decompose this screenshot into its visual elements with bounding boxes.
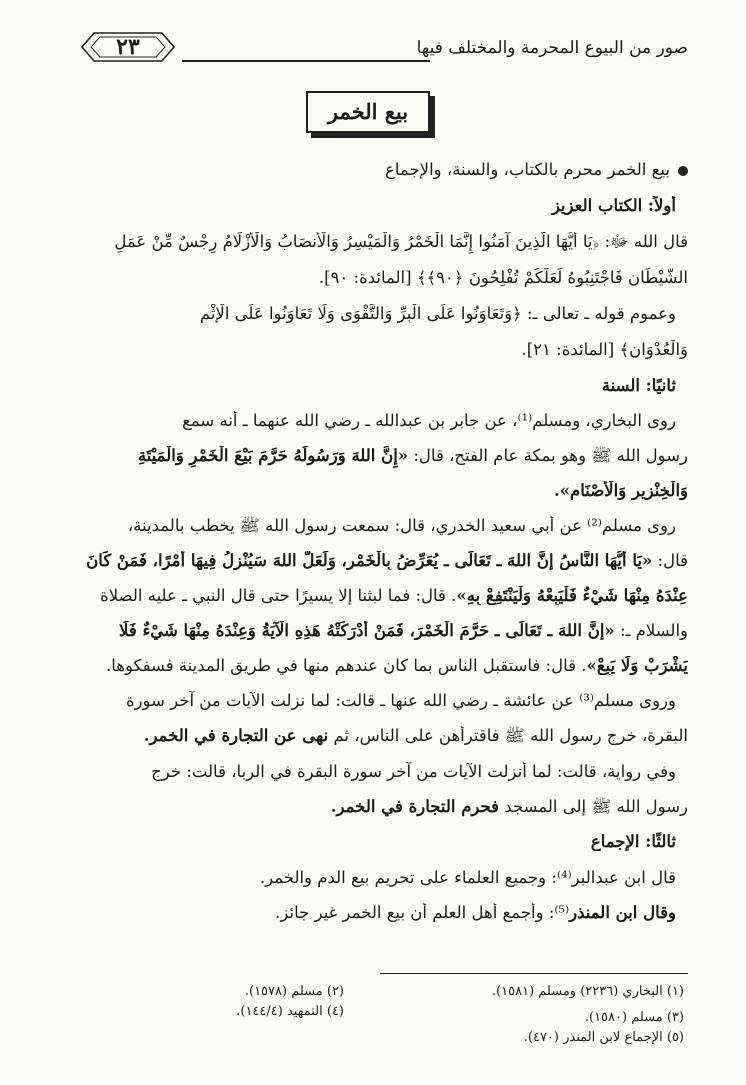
text-line: البقرة، خرج رسول الله ﷺ فاقترأهن على الناس، ثم نهى عن التجارة في الخمر. bbox=[143, 726, 688, 745]
subheading-sunnah: ثانيًا: السنة bbox=[601, 376, 676, 395]
footnote: (٢) مسلم (١٥٧٨). bbox=[244, 984, 344, 999]
text-line: قال الله ﷻ: ﴿يَا أَيُّهَا الَّذِينَ آمَنُوا إِنَّمَا الْخَمْرُ وَالْمَيْسِرُ وَالْأَنصَابُ وَالْأَزْلَامُ رِجْسٌ مِّنْ عَمَلِ bbox=[114, 232, 688, 251]
footnote: (١) البخاري (٢٢٣٦) ومسلم (١٥٨١). bbox=[491, 984, 684, 999]
header-rule bbox=[182, 60, 430, 62]
text-line: والسلام ـ: «إِنَّ اللهَ ـ تَعَالَى ـ حَرَّمَ الْخَمْرَ، فَمَنْ أَدْرَكَتْهُ هَذِهِ الْآيَةُ وَعِنْدَهُ مِنْهَا شَيْءٌ فَلَا bbox=[118, 621, 688, 640]
text-line: روى مسلم⁽²⁾ عن أبي سعيد الخدري، قال: سمعت رسول الله ﷺ يخطب بالمدينة، bbox=[127, 516, 676, 535]
page-number: ٢٣ bbox=[116, 34, 140, 60]
page-number-frame bbox=[80, 30, 176, 64]
footnote-separator bbox=[380, 973, 688, 974]
text-line: وَالْعُدْوَانِ﴾ [المائدة: ٢١]. bbox=[521, 340, 688, 359]
text-line: وقال ابن المنذر⁽⁵⁾: وأجمع أهل العلم أن بيع الخمر غير جائز. bbox=[275, 903, 676, 922]
text-line: وفي رواية، قالت: لما أنزلت الآيات من آخر سورة البقرة في الربا، قالت: خرج bbox=[151, 762, 676, 781]
running-title: صور من البيوع المحرمة والمختلف فيها bbox=[416, 38, 688, 58]
intro-line: بيع الخمر محرم بالكتاب، والسنة، والإجماع bbox=[56, 160, 688, 179]
section-title: بيع الخمر bbox=[306, 91, 430, 133]
footnote: (٤) التمهيد (١٤٤/٤). bbox=[236, 1004, 344, 1019]
subheading-ijma: ثالثًا: الإجماع bbox=[590, 832, 676, 851]
footnote: (٣) مسلم (١٥٨٠). bbox=[584, 1010, 684, 1025]
subheading-quran: أولاً: الكتاب العزيز bbox=[551, 196, 676, 215]
text-line: قال: «يَا أَيُّهَا النَّاسُ إِنَّ اللهَ ـ تَعَالَى ـ يُعَرِّضُ بِالْخَمْرِ، وَلَعَلَّ اللهَ سَيُنْزِلُ فِيهَا أَمْرًا، فَمَنْ كَانَ bbox=[86, 551, 688, 570]
text-line: قال ابن عبدالبر⁽⁴⁾: وجميع العلماء على تحريم بيع الدم والخمر. bbox=[259, 868, 676, 887]
bullet-icon bbox=[678, 166, 688, 176]
text-line: وعموم قوله ـ تعالى ـ: ﴿وَتَعَاوَنُوا عَلَى الْبِرِّ وَالتَّقْوَى وَلَا تَعَاوَنُوا عَلَى الْإِثْمِ bbox=[199, 304, 676, 323]
text-line: روى البخاري، ومسلم⁽¹⁾، عن جابر بن عبدالله ـ رضي الله عنهما ـ أنه سمع bbox=[182, 411, 676, 430]
footnote: (٥) الإجماع لابن المنذر (٤٧٠). bbox=[523, 1030, 684, 1045]
text-line: عِنْدَهُ مِنْهَا شَيْءٌ فَلْيَبِعْهُ وَلْيَنْتَفِعْ بِهِ». قال: فما لبثنا إلا يسيرًا حتى قال النبي ـ عليه الصلاة bbox=[100, 586, 688, 605]
hadith-line: وَالْخِنْزِيرِ وَالْأَصْنَامِ». bbox=[553, 481, 688, 500]
text-line: رسول الله ﷺ وهو بمكة عام الفتح، قال: «إِنَّ اللهَ وَرَسُولَهُ حَرَّمَ بَيْعَ الْخَمْرِ وَالْمَيْتَةِ bbox=[137, 446, 688, 465]
page-header bbox=[60, 22, 688, 70]
text-line: رسول الله ﷺ إلى المسجد فحرم التجارة في الخمر. bbox=[330, 797, 688, 816]
text-line: يَشْرَبْ وَلَا يَبِعْ». قال: فاستقبل الناس بما كان عندهم منها في طريق المدينة فسفكوها. bbox=[106, 656, 688, 675]
text-line: وروى مسلم⁽³⁾ عن عائشة ـ رضي الله عنها ـ قالت: لما نزلت الآيات من آخر سورة bbox=[125, 691, 676, 710]
text-line: الشَّيْطَانِ فَاجْتَنِبُوهُ لَعَلَّكُمْ تُفْلِحُونَ ﴿٩٠﴾﴾ [المائدة: ٩٠]. bbox=[318, 268, 688, 287]
